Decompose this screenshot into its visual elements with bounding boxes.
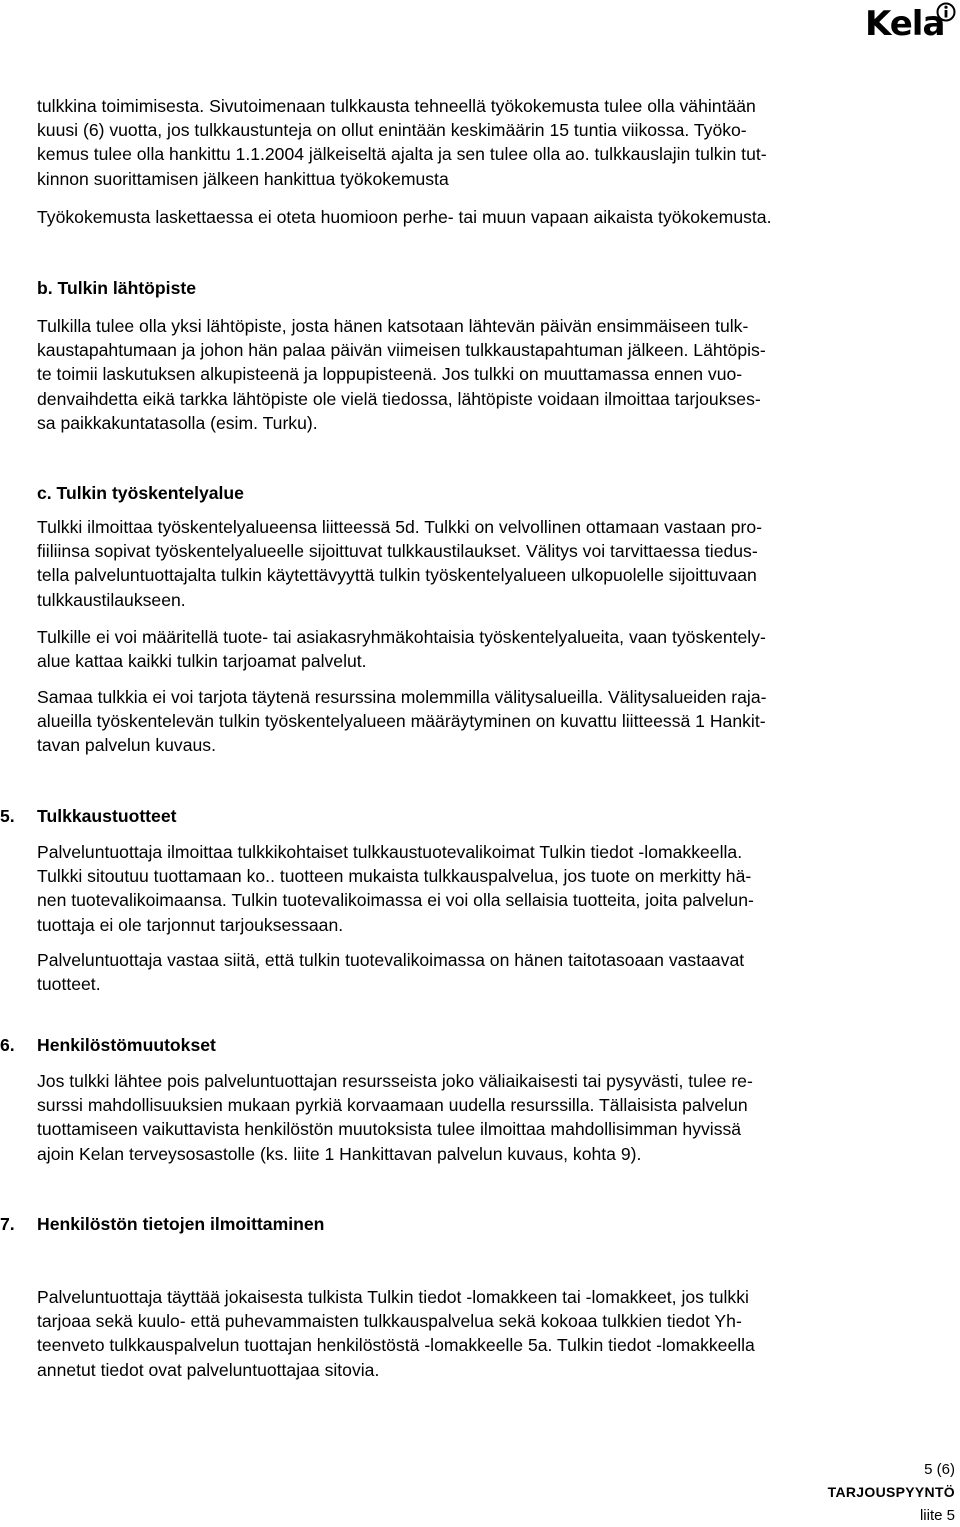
page-footer [828,1458,955,1527]
document-type: TARJOUSPYYNTÖ [827,1484,955,1500]
section-7-title: Henkilöstön tietojen ilmoittaminen [37,1214,325,1234]
section-6-number: 6. [0,1035,15,1055]
section-5-title: Tulkkaustuotteet [37,806,177,826]
heading-c-work-area: c. Tulkin työskentelyalue [37,483,244,503]
kela-logo [865,2,957,46]
attachment-label: liite 5 [919,1507,955,1524]
section-6-title: Henkilöstömuutokset [37,1035,216,1055]
paragraph-work-area-regions: Samaa tulkkia ei voi tarjota täytenä resurssina molemmilla välitysalueilla. Välitysalueiden raja- alueilla työskentelevän tulkin työskentelyalueen määräytyminen on kuvattu liitteessä 1 Hankit- tavan palvelun kuvaus. [37,687,767,756]
logo-text: Kela [865,4,945,44]
paragraph-product-catalog: Palveluntuottaja ilmoittaa tulkkikohtaiset tulkkaustuotevalikoimat Tulkin tiedot -lomakkeella. Tulkki sitoutuu tuottamaan ko.. tuotteen mukaista tulkkauspalvelua, jos tuote on merkitty hä- nen tuotevalikoimaansa. Tulkin tuotevalikoimassa ei voi olla sellaisia tuotteita, joita palvelun- tuottaja ei ole tarjonnut tarjouksessaan. [37,842,754,935]
paragraph-starting-point: Tulkilla tulee olla yksi lähtöpiste, josta hänen katsotaan lähtevän päivän ensimmäiseen tulk- kaustapahtumaan ja johon hän palaa päivän viimeisen tulkkaustapahtuman jälkeen. Lähtöpis- te toimii laskutuksen alkupisteenä ja loppupisteenä. Jos tulkki on muuttamassa ennen vuo- denvaihdetta eikä tarkka lähtöpiste ole vielä tiedossa, lähtöpiste voidaan ilmoittaa tarjoukses- sa paikkakuntatasolla (esim. Turku). [37,316,766,433]
paragraph-staff-reporting: Palveluntuottaja täyttää jokaisesta tulkista Tulkin tiedot -lomakkeen tai -lomakkeet, jos tulkki tarjoaa sekä kuulo- että puhevammaisten tulkkauspalvelua sekä kokoaa tulkkien tiedot Yh- teenveto tulkkauspalvelun tuottajan henkilöstöstä -lomakkeelle 5a. Tulkin tiedot -lomakkeella annetut tiedot ovat palveluntuottajaa sitovia. [37,1287,755,1380]
heading-b-starting-point: b. Tulkin lähtöpiste [37,278,196,298]
paragraph-staff-changes: Jos tulkki lähtee pois palveluntuottajan resursseista joko väliaikaisesti tai pysyvästi, tulee re- surssi mahdollisuuksien mukaan pyrkiä korvaamaan uudella resurssilla. Tällaisista palvelun tuottamiseen vaikuttavista henkilöstön muutoksista tulee ilmoittaa mahdollisimman hyvissä ajoin Kelan terveysosastolle (ks. liite 1 Hankittavan palvelun kuvaus, kohta 9). [37,1071,753,1164]
paragraph-work-area-scope: Tulkille ei voi määritellä tuote- tai asiakasryhmäkohtaisia työskentelyalueita, vaan työskentely- alue kattaa kaikki tulkin tarjoamat palvelut. [37,627,766,672]
page-number: 5 (6) [924,1461,955,1478]
paragraph-experience-exclusion: Työkokemusta laskettaessa ei oteta huomioon perhe- tai muun vapaan aikaista työkokemusta. [37,207,772,227]
paragraph-work-experience: tulkkina toimimisesta. Sivutoimenaan tulkkausta tehneellä työkokemusta tulee olla vähintään kuusi (6) vuotta, jos tulkkaustunteja on ollut enintään keskimäärin 15 tuntia viikossa. Työko- kemus tulee olla hankittu 1.1.2004 jälkeiseltä ajalta ja sen tulee olla ao. tulkkauslajin tulkin tut- kinnon suorittamisen jälkeen hankittua työkokemusta [37,96,767,189]
paragraph-work-area: Tulkki ilmoittaa työskentelyalueensa liitteessä 5d. Tulkki on velvollinen ottamaan vastaan pro- fiiliinsa sopivat työskentelyalueelle sijoittuvat tulkkaustilaukset. Välitys voi tarvittaessa tiedus- tella palveluntuottajalta tulkin käytettävyyttä tulkin työskentelyalueen ulkopuolelle sijoittuvaan tulkkaustilaukseen. [37,517,762,610]
paragraph-product-responsibility: Palveluntuottaja vastaa siitä, että tulkin tuotevalikoimassa on hänen taitotasoaan vastaavat tuotteet. [37,950,745,995]
section-7-number: 7. [0,1214,15,1234]
info-mark-icon [936,2,956,22]
section-5-number: 5. [0,806,15,826]
